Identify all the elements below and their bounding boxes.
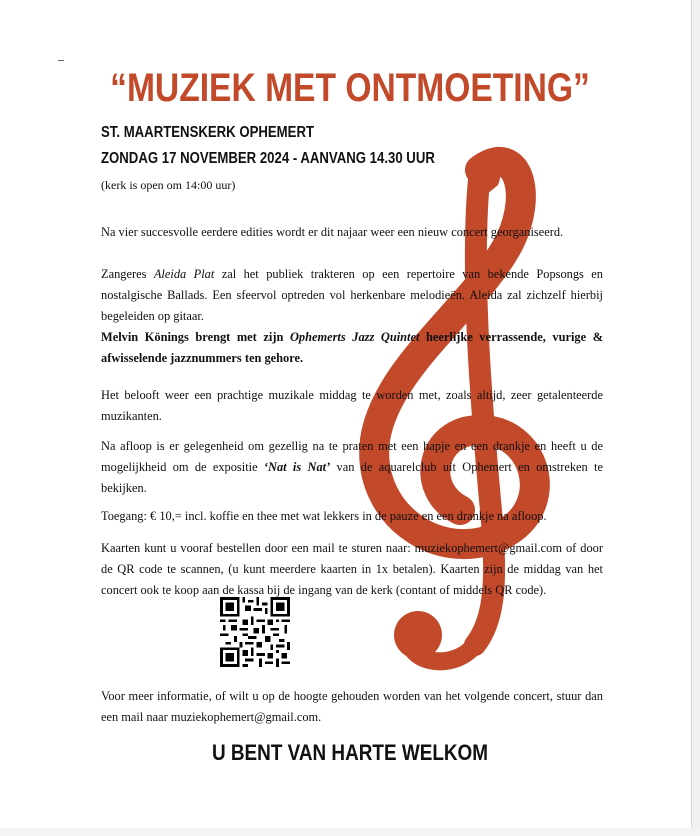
venue-heading: ST. MAARTENSKERK OPHEMERT bbox=[101, 124, 315, 141]
singer-text: zal het publiek trakteren op een repertoire van bekende Popsongs en nostalgische Ballads. Een sfeervol optreden vol herkenbare melodieën. Aleida zal zichzelf hierbij begeleiden op gitaar. bbox=[101, 267, 603, 323]
band-text: heerlijke verrassende, vurige & afwisselende jazznummers ten gehore. bbox=[101, 330, 604, 365]
corner-mark bbox=[58, 60, 64, 61]
door-note: (kerk is open om 14:00 uur) bbox=[101, 178, 236, 192]
page-edge-line bbox=[691, 0, 692, 836]
welcome-heading: U BENT VAN HARTE WELKOM bbox=[211, 740, 489, 765]
qr-code-icon[interactable] bbox=[220, 597, 290, 667]
bottom-band bbox=[0, 828, 700, 836]
intro-paragraph: Na vier succesvolle eerdere edities wordt er dit najaar weer een nieuw concert georganiseerd. bbox=[101, 225, 564, 239]
page-edge bbox=[692, 0, 700, 836]
admission-paragraph: Toegang: € 10,= incl. koffie en thee met wat lekkers in de pauze en een drankje na afloop. bbox=[101, 509, 547, 523]
promise-paragraph: Het belooft weer een prachtige muzikale middag te worden met, zoals altijd, zeer getalenteerde muzikanten. bbox=[101, 388, 603, 423]
tickets-paragraph: Kaarten kunt u vooraf bestellen door een mail te sturen naar: muziekophemert@gmail.com of door de QR code te scannen, (u kunt meerdere kaarten in 1x betalen). Kaarten zijn de middag van het concert ook te koop aan de kassa bij de ingang van de kerk (contant of middels QR code). bbox=[101, 541, 603, 597]
singer-prefix: Zangeres bbox=[101, 267, 154, 281]
afterwards-paragraph bbox=[101, 436, 603, 499]
singer-name: Aleida Plat bbox=[153, 267, 215, 281]
band-name: Ophemerts Jazz Quintet bbox=[289, 330, 420, 344]
band-prefix: Melvin Könings brengt met zijn bbox=[101, 330, 290, 344]
band-paragraph bbox=[101, 327, 603, 369]
date-time-heading: ZONDAG 17 NOVEMBER 2024 - AANVANG 14.30 UUR bbox=[101, 150, 435, 167]
afterwards-prefix: Na afloop is er gelegenheid om gezellig na te praten met een hapje en een drankje en heeft u de mogelijkheid om de expositie bbox=[101, 439, 603, 474]
exhibit-name: ‘Nat is Nat’ bbox=[263, 460, 331, 474]
singer-paragraph bbox=[101, 264, 603, 327]
afterwards-text: van de aquarelclub uit Ophemert en omstreken te bekijken. bbox=[101, 460, 603, 495]
info-paragraph: Voor meer informatie, of wilt u op de hoogte gehouden worden van het volgende concert, stuur dan een mail naar muziekophemert@gmail.com. bbox=[101, 689, 603, 724]
flyer-title: “MUZIEK MET ONTMOETING” bbox=[110, 66, 590, 110]
